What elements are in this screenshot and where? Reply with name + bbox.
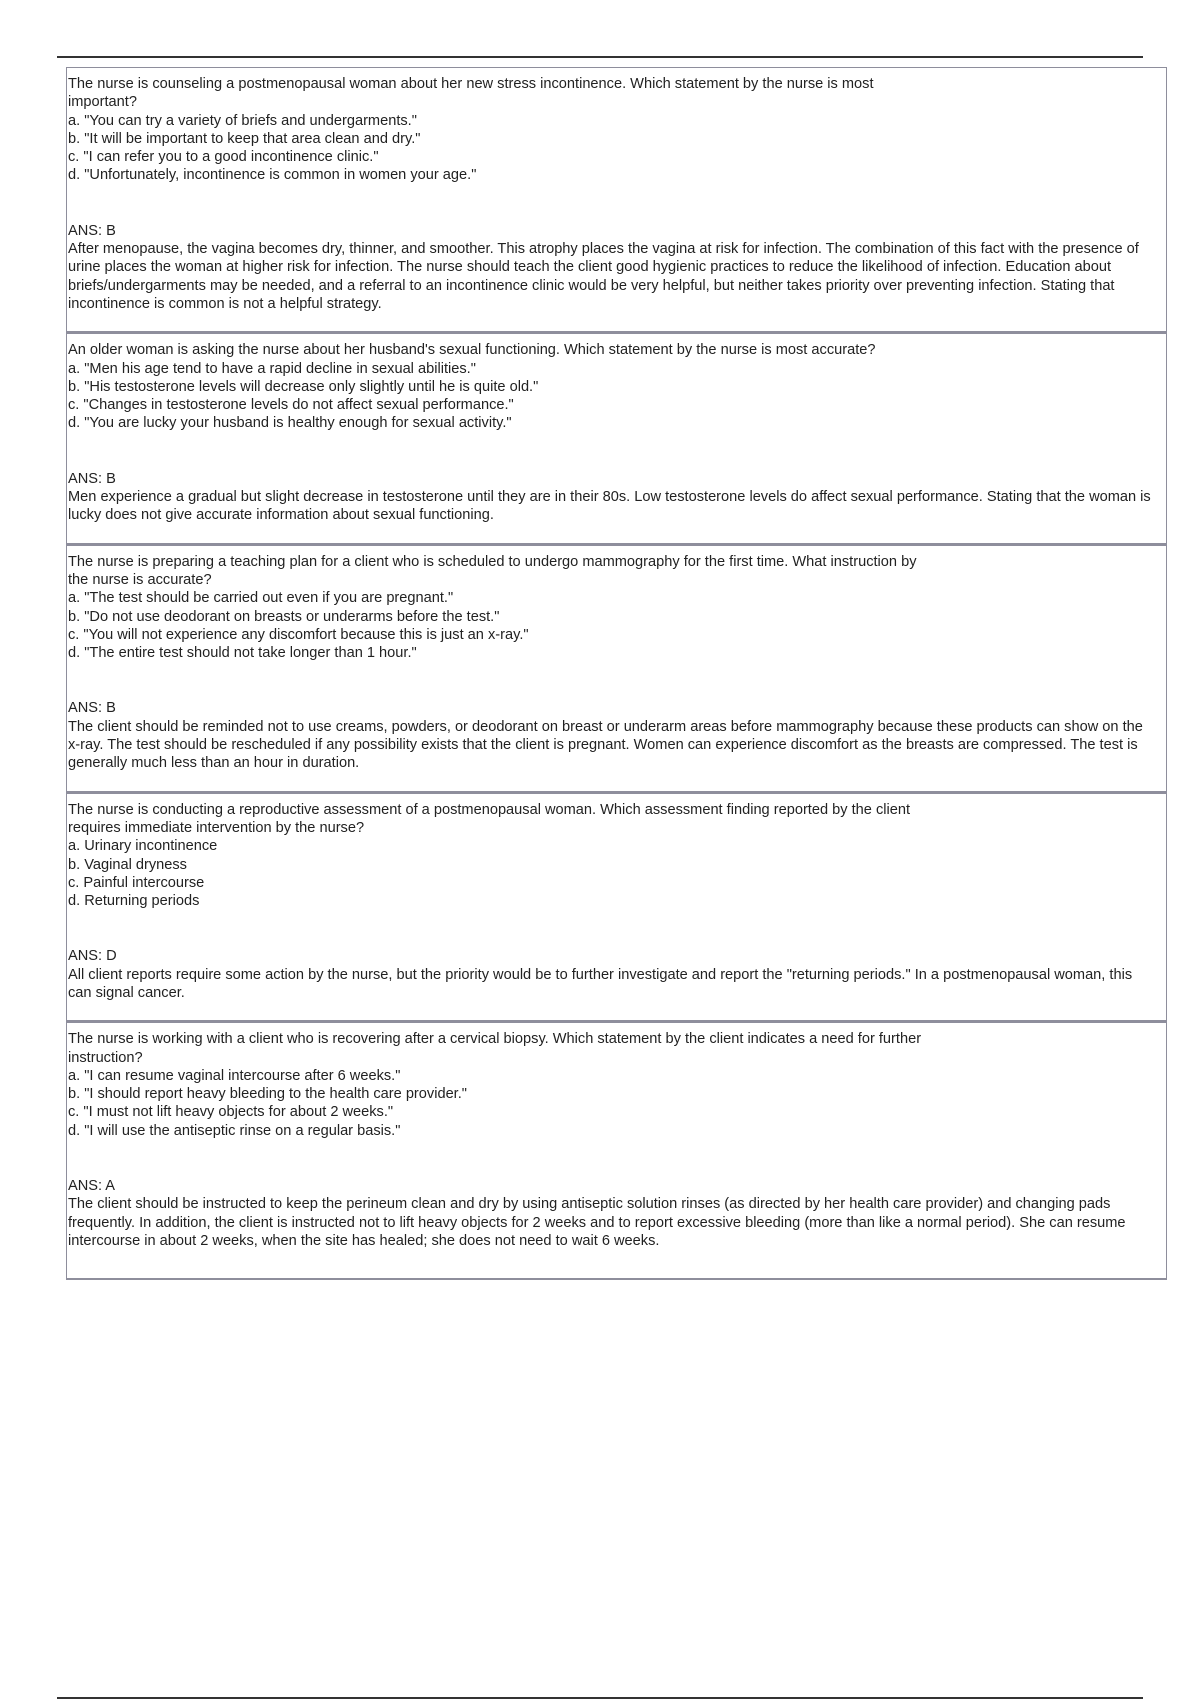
question-block-3: [67, 546, 1166, 794]
option-a: a. "Men his age tend to have a rapid decline in sexual abilities.": [68, 360, 476, 377]
question-stem: The nurse is preparing a teaching plan for a client who is scheduled to undergo mammography for the first time. What instruction by the nurse is accurate?: [68, 553, 917, 588]
answer-options: [68, 589, 1158, 662]
question-stem: The nurse is working with a client who is recovering after a cervical biopsy. Which statement by the client indicates a need for further instruction?: [68, 1031, 922, 1066]
answer-options: [68, 360, 1158, 433]
question-block-5: [67, 1023, 1166, 1280]
answer-key: ANS: B: [68, 700, 116, 717]
option-c: c. "Changes in testosterone levels do not affect sexual performance.": [68, 397, 514, 414]
answer-key: ANS: B: [68, 222, 116, 239]
answer-key: ANS: B: [68, 470, 116, 487]
option-d: d. "I will use the antiseptic rinse on a regular basis.": [68, 1122, 401, 1139]
option-b: b. "I should report heavy bleeding to the health care provider.": [68, 1086, 467, 1103]
option-d: d. "Unfortunately, incontinence is common in women your age.": [68, 167, 477, 184]
rationale-text: All client reports require some action by the nurse, but the priority would be to further investigate and report the "returning periods." In a postmenopausal woman, this can signal cancer.: [68, 966, 1133, 1001]
answer-key: ANS: D: [68, 948, 117, 965]
option-c: c. Painful intercourse: [68, 874, 205, 891]
option-a: a. "I can resume vaginal intercourse after 6 weeks.": [68, 1067, 401, 1084]
question-block-2: [67, 334, 1166, 545]
question-block-4: [67, 794, 1166, 1024]
rationale-text: After menopause, the vagina becomes dry, thinner, and smoother. This atrophy places the vagina at risk for infection. The combination of this fact with the presence of urine places the woman at higher risk for infection. The nurse should teach the client good hygienic practices to reduce the likelihood of infection. Education about briefs/undergarments may be needed, and a referral to an incontinence clinic would be very helpful, but neither takes priority over preventing infection. Stating that incontinence is common is not a helpful strategy.: [68, 241, 1139, 312]
rationale-text: The client should be reminded not to use creams, powders, or deodorant on breast or underarm areas before mammography because these products can show on the x-ray. The test should be rescheduled if any possibility exists that the client is pregnant. Women can experience discomfort as the breasts are compressed. The test is generally much less than an hour in duration.: [68, 718, 1143, 772]
option-b: b. "It will be important to keep that area clean and dry.": [68, 130, 421, 147]
option-d: d. Returning periods: [68, 893, 200, 910]
question-sheet: [66, 67, 1167, 1280]
answer-options: [68, 837, 1158, 910]
option-a: a. Urinary incontinence: [68, 838, 218, 855]
bottom-rule: [57, 1697, 1143, 1699]
option-c: c. "I can refer you to a good incontinence clinic.": [68, 149, 379, 166]
option-a: a. "The test should be carried out even if you are pregnant.": [68, 590, 454, 607]
option-b: b. Vaginal dryness: [68, 856, 187, 873]
option-b: b. "His testosterone levels will decrease only slightly until he is quite old.": [68, 378, 539, 395]
question-stem: The nurse is conducting a reproductive assessment of a postmenopausal woman. Which assessment finding reported by the client requires immediate intervention by the nurse?: [68, 801, 911, 836]
option-b: b. "Do not use deodorant on breasts or underarms before the test.": [68, 608, 500, 625]
rationale-text: The client should be instructed to keep the perineum clean and dry by using antiseptic solution rinses (as directed by her health care provider) and changing pads frequently. In addition, the client is instructed not to lift heavy objects for 2 weeks and to report excessive bleeding (more than like a normal period). She can resume intercourse in about 2 weeks, when the site has healed; she does not need to wait 6 weeks.: [68, 1196, 1126, 1249]
rationale-text: Men experience a gradual but slight decrease in testosterone until they are in their 80s. Low testosterone levels do affect sexual performance. Stating that the woman is lucky does not give accurate information about sexual functioning.: [68, 489, 1151, 524]
option-d: d. "You are lucky your husband is healthy enough for sexual activity.": [68, 415, 512, 432]
option-c: c. "I must not lift heavy objects for about 2 weeks.": [68, 1104, 394, 1121]
option-c: c. "You will not experience any discomfort because this is just an x-ray.": [68, 626, 529, 643]
question-stem: An older woman is asking the nurse about her husband's sexual functioning. Which statement by the nurse is most accurate?: [68, 342, 876, 359]
question-block-1: [67, 68, 1166, 334]
option-d: d. "The entire test should not take longer than 1 hour.": [68, 645, 417, 662]
option-a: a. "You can try a variety of briefs and undergarments.": [68, 112, 417, 129]
answer-options: [68, 1067, 1158, 1140]
answer-key: ANS: A: [68, 1178, 116, 1195]
answer-options: [68, 112, 1158, 185]
question-stem: The nurse is counseling a postmenopausal woman about her new stress incontinence. Which statement by the nurse is most important?: [68, 76, 874, 111]
top-rule: [57, 56, 1143, 58]
